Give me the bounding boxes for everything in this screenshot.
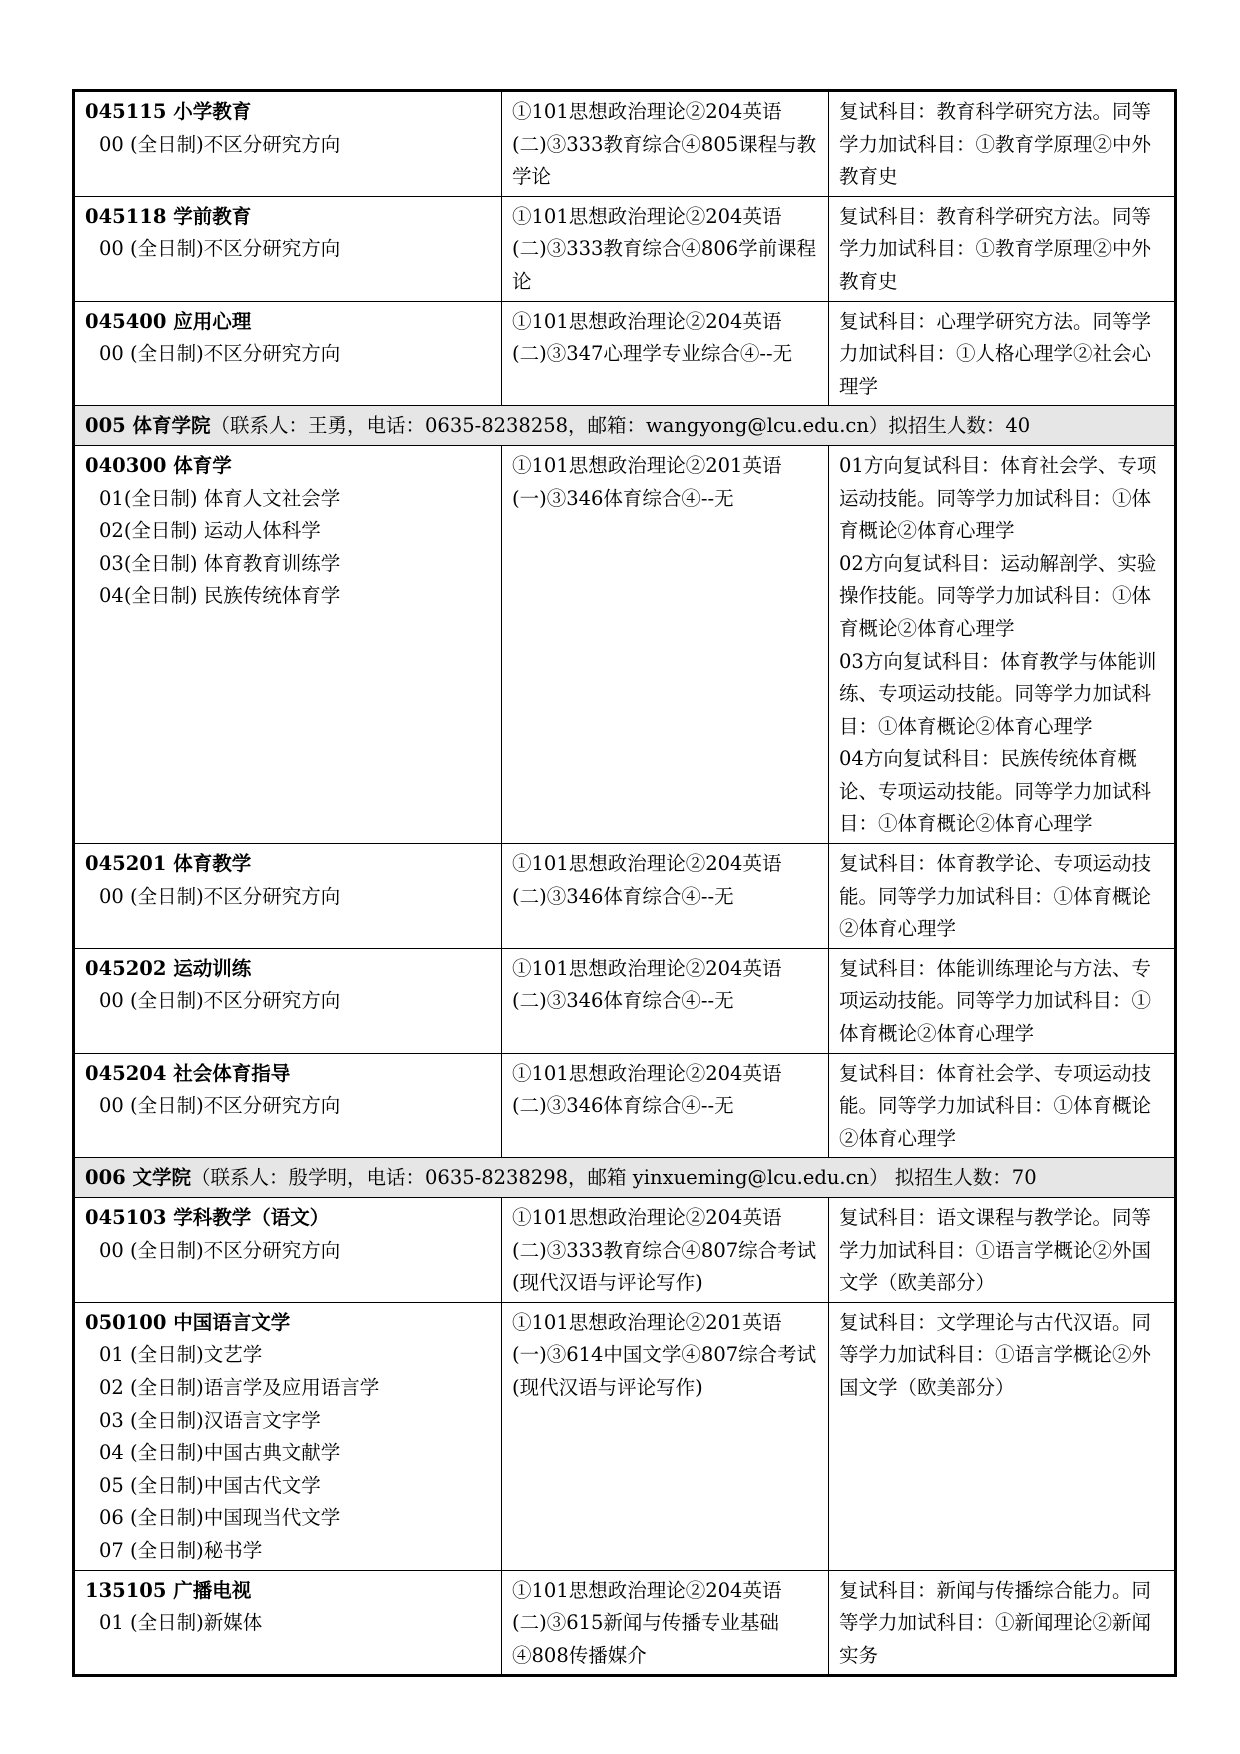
direction: 07 (全日制)秘书学	[99, 1538, 263, 1562]
program-title: 045103 学科教学（语文）	[85, 1206, 330, 1229]
retest-cell	[829, 1053, 1176, 1158]
program-cell	[74, 196, 502, 301]
enrollment-table	[72, 89, 1177, 1677]
table-row	[74, 1198, 1176, 1303]
exam-subjects: ①101思想政治理论②201英语(一)③614中国文学④807综合考试(现代汉语与评论写作)	[512, 1310, 817, 1399]
exam-subjects: ①101思想政治理论②204英语(二)③615新闻与传播专业基础④808传播媒介	[512, 1578, 782, 1667]
retest-subjects: 复试科目：教育科学研究方法。同等学力加试科目：①教育学原理②中外教育史	[839, 100, 1152, 189]
program-title: 045201 体育教学	[85, 852, 252, 876]
direction: 00 (全日制)不区分研究方向	[99, 237, 341, 261]
table-row	[74, 948, 1176, 1053]
exam-cell	[502, 196, 829, 301]
direction: 03 (全日制)汉语言文字学	[99, 1408, 321, 1432]
table-row	[74, 91, 1176, 197]
direction: 01 (全日制)新媒体	[99, 1611, 263, 1635]
program-cell	[74, 1198, 502, 1303]
retest-subjects: 复试科目：体育教学论、专项运动技能。同等学力加试科目：①体育概论②体育心理学	[839, 852, 1152, 941]
program-title: 045204 社会体育指导	[85, 1061, 291, 1085]
program-cell	[74, 844, 502, 949]
table-row	[74, 1570, 1176, 1676]
exam-cell	[502, 1198, 829, 1303]
program-cell	[74, 445, 502, 843]
program-cell	[74, 948, 502, 1053]
retest-cell	[829, 1198, 1176, 1303]
retest-cell	[829, 196, 1176, 301]
exam-subjects: ①101思想政治理论②204英语(二)③346体育综合④--无	[512, 956, 782, 1013]
table-row	[74, 1302, 1176, 1570]
department-info: （联系人：王勇，电话：0635-8238258，邮箱：wangyong@lcu.edu.cn）拟招生人数：40	[210, 414, 1031, 438]
table-row	[74, 445, 1176, 843]
program-cell	[74, 1302, 502, 1570]
direction: 02(全日制) 运动人体科学	[99, 519, 321, 543]
retest-subjects: 01方向复试科目：体育社会学、专项运动技能。同等学力加试科目：①体育概论②体育心理学	[839, 453, 1157, 543]
direction: 06 (全日制)中国现当代文学	[99, 1506, 341, 1530]
department-name: 006 文学院	[85, 1166, 191, 1190]
direction: 00 (全日制)不区分研究方向	[99, 884, 341, 908]
retest-cell	[829, 1570, 1176, 1676]
program-title: 040300 体育学	[85, 453, 232, 477]
exam-subjects: ①101思想政治理论②204英语(二)③333教育综合④807综合考试(现代汉语与评论写作)	[512, 1206, 817, 1295]
department-name: 005 体育学院	[85, 414, 211, 438]
program-cell	[74, 1570, 502, 1676]
table-row	[74, 196, 1176, 301]
direction: 00 (全日制)不区分研究方向	[99, 1094, 341, 1118]
direction: 00 (全日制)不区分研究方向	[99, 989, 341, 1013]
table-row	[74, 301, 1176, 406]
retest-subjects: 03方向复试科目：体育教学与体能训练、专项运动技能。同等学力加试科目：①体育概论②体育心理学	[839, 649, 1157, 738]
retest-cell	[829, 301, 1176, 406]
exam-subjects: ①101思想政治理论②201英语(一)③346体育综合④--无	[512, 453, 782, 510]
retest-subjects: 复试科目：语文课程与教学论。同等学力加试科目：①语言学概论②外国文学（欧美部分）	[839, 1206, 1152, 1295]
exam-cell	[502, 1302, 829, 1570]
exam-cell	[502, 948, 829, 1053]
program-title: 050100 中国语言文学	[85, 1310, 291, 1334]
exam-cell	[502, 91, 829, 197]
table-row	[74, 844, 1176, 949]
program-title: 045202 运动训练	[85, 956, 252, 980]
exam-cell	[502, 1570, 829, 1676]
direction: 02 (全日制)语言学及应用语言学	[99, 1375, 380, 1399]
retest-cell	[829, 91, 1176, 197]
program-title: 045118 学前教育	[85, 204, 252, 228]
retest-cell	[829, 1302, 1176, 1570]
direction: 03(全日制) 体育教育训练学	[99, 551, 341, 575]
direction: 01 (全日制)文艺学	[99, 1343, 263, 1367]
program-title: 045400 应用心理	[85, 309, 252, 333]
retest-subjects: 复试科目：文学理论与古代汉语。同等学力加试科目：①语言学概论②外国文学（欧美部分）	[839, 1310, 1152, 1399]
exam-subjects: ①101思想政治理论②204英语(二)③333教育综合④805课程与教学论	[512, 100, 817, 189]
program-cell	[74, 301, 502, 406]
department-info: （联系人：殷学明，电话：0635-8238298，邮箱 yinxueming@lcu.edu.cn） 拟招生人数：70	[191, 1166, 1037, 1190]
retest-cell	[829, 445, 1176, 843]
program-cell	[74, 1053, 502, 1158]
retest-cell	[829, 844, 1176, 949]
department-header-cell	[74, 406, 1176, 446]
direction: 00 (全日制)不区分研究方向	[99, 132, 341, 156]
department-header-cell	[74, 1158, 1176, 1198]
exam-subjects: ①101思想政治理论②204英语(二)③346体育综合④--无	[512, 1061, 782, 1118]
exam-subjects: ①101思想政治理论②204英语(二)③347心理学专业综合④--无	[512, 309, 793, 366]
exam-cell	[502, 1053, 829, 1158]
direction: 05 (全日制)中国古代文学	[99, 1473, 321, 1497]
direction: 04(全日制) 民族传统体育学	[99, 584, 341, 608]
program-cell	[74, 91, 502, 197]
program-title: 045115 小学教育	[85, 100, 252, 123]
retest-subjects: 复试科目：教育科学研究方法。同等学力加试科目：①教育学原理②中外教育史	[839, 204, 1152, 293]
table-row	[74, 1053, 1176, 1158]
exam-cell	[502, 445, 829, 843]
direction: 01(全日制) 体育人文社会学	[99, 486, 341, 510]
retest-subjects: 复试科目：新闻与传播综合能力。同等学力加试科目：①新闻理论②新闻实务	[839, 1578, 1152, 1667]
retest-subjects: 复试科目：心理学研究方法。同等学力加试科目：①人格心理学②社会心理学	[839, 309, 1152, 398]
exam-cell	[502, 844, 829, 949]
program-title: 135105 广播电视	[85, 1578, 252, 1602]
exam-cell	[502, 301, 829, 406]
exam-subjects: ①101思想政治理论②204英语(二)③333教育综合④806学前课程论	[512, 204, 817, 293]
direction: 04 (全日制)中国古典文献学	[99, 1441, 341, 1465]
department-header-005	[74, 406, 1176, 446]
department-header-006	[74, 1158, 1176, 1198]
retest-subjects: 04方向复试科目：民族传统体育概论、专项运动技能。同等学力加试科目：①体育概论②体育心理学	[839, 747, 1152, 836]
direction: 00 (全日制)不区分研究方向	[99, 1238, 341, 1262]
retest-subjects: 复试科目：体能训练理论与方法、专项运动技能。同等学力加试科目：①体育概论②体育心理学	[839, 956, 1152, 1046]
retest-subjects: 02方向复试科目：运动解剖学、实验操作技能。同等学力加试科目：①体育概论②体育心理学	[839, 551, 1157, 640]
retest-cell	[829, 948, 1176, 1053]
retest-subjects: 复试科目：体育社会学、专项运动技能。同等学力加试科目：①体育概论②体育心理学	[839, 1061, 1152, 1150]
exam-subjects: ①101思想政治理论②204英语(二)③346体育综合④--无	[512, 852, 782, 908]
direction: 00 (全日制)不区分研究方向	[99, 342, 341, 366]
